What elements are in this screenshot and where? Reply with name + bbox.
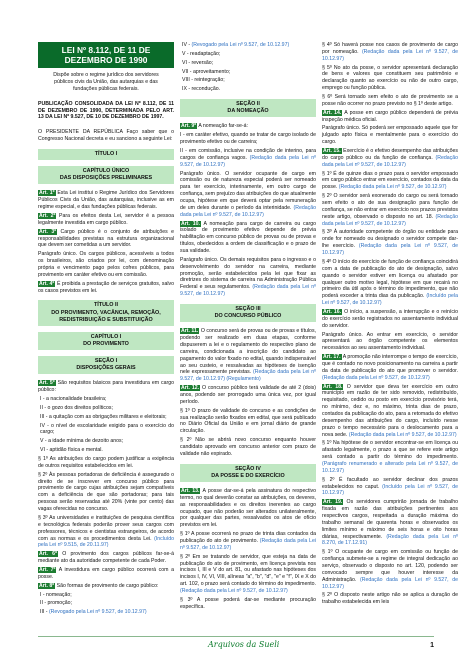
article-17: Art. 17. A promoção não interrompe o tempo de exercício, que é contado no novo posicionamento na carreira a partir da data de publicação do ato que promover o servidor. (Redação dada pela Lei nº 9.527, de 10.12.97) [322, 354, 458, 381]
article-15-p3: § 3º À autoridade competente do órgão ou entidade para onde for nomeado ou designado o servidor compete dar-lhe exercício. (Redação dada pela Lei nº 9.527, de 10.12.97) [322, 229, 458, 257]
article-10-paragraph: Parágrafo único. Os demais requisitos para o ingresso e o desenvolvimento do servidor na carreira, mediante promoção, serão estabelecidos pela lei que fixar as diretrizes do sistema de carreira na Administração Pública Federal e seus regulamentos. (Redação dada pela Lei nº 9.527, de 10.12.97) [180, 256, 316, 298]
amendment-link[interactable]: (Incluído pela Lei nº 9.527, de 10.12.97) [322, 483, 458, 497]
article-8-item: IV - (Revogado pela Lei nº 9.527, de 10.12.97) [182, 42, 290, 48]
amendment-link[interactable]: (Redação dada pela Lei nº 9.527, de 10.12.97) [180, 154, 316, 168]
publication-note: PUBLICAÇÃO CONSOLIDADA DA LEI Nº 8.112, DE 11 DE DEZEMBRO DE 1990, DETERMINADA PELO ART. 13 DA LEI Nº 9.527, DE 10 DE DEZEMBRO DE 1997. [38, 100, 174, 121]
amendment-link[interactable]: (Parágrafo renumerado e alterado pela Lei nº 9.527, de 10.12.97) [322, 460, 458, 474]
titulo-2: TÍTULO II DO PROVIMENTO, VACÂNCIA, REMOÇÃO, REDISTRIBUIÇÃO E SUBSTITUIÇÃO [38, 300, 174, 325]
article-9-paragraph: Parágrafo único. O servidor ocupante de cargo em comissão ou de natureza especial poderá ser nomeado para ter exercício, interinamente, em outro cargo de confiança, sem prejuízo das atribuições do que atualmente ocupa, hipótese em que deverá optar pela remuneração de um deles durante o período da interinidade. (Redação dada pela Lei nº 9.527, de 10.12.97) [180, 170, 316, 218]
amendment-link[interactable]: (Incluído pela Lei nº 9.515, de 20.11.97) [38, 535, 174, 549]
article-4: Art. 4º É proibida a prestação de serviços gratuitos, salvo os casos previstos em lei. [38, 280, 174, 294]
article-18-p2: § 2º É facultado ao servidor declinar dos prazos estabelecidos no caput. (Incluído pela Lei nº 9.527, de 10.12.97) [322, 476, 458, 497]
article-19-p2: § 2º O disposto neste artigo não se aplica a duração de trabalho estabelecida em leis [322, 592, 458, 606]
amendment-link[interactable]: (Redação dada pela Lei nº 9.527, de 10.12.97) [348, 431, 457, 438]
amendment-link[interactable]: (Redação dada pela Lei nº 9.527, de 10.12.97) [322, 374, 430, 381]
amendment-link[interactable]: (Redação dada pela Lei nº 9.527, de 10.12.97) [322, 48, 458, 62]
article-8: Art. 8º São formas de provimento de cargo público: [39, 582, 159, 589]
article-14-paragraph: Parágrafo único. Só poderá ser empossado aquele que for julgado apto física e mentalmente para o exercício do cargo. [322, 125, 458, 146]
footer-divider [38, 636, 434, 637]
article-5-item: I - a nacionalidade brasileira; [40, 396, 107, 403]
article-13-p6: § 6º Será tornado sem efeito o ato de provimento se a posse não ocorrer no prazo previsto no § 1º deste artigo. [322, 94, 458, 107]
page-number: 1 [430, 642, 434, 649]
article-19-p1: § 1º O ocupante de cargo em comissão ou função de confiança submete-se a regime de integral dedicação ao serviço, observado o disposto no art. 120, podendo ser convocado sempre que houver interesse da Administração. (Redação dada pela Lei nº 9.527, de 10.12.97) [322, 549, 458, 590]
article-7: Art. 7º A investidura em cargo público ocorrerá com a posse. [38, 566, 174, 580]
article-5-item: III - a quitação com as obrigações militares e eleitorais; [40, 413, 167, 420]
article-5-item: IV - o nível de escolaridade exigido para o exercício do cargo; [40, 422, 174, 436]
article-12-p2: § 2º Não se abrirá novo concurso enquanto houver candidato aprovado em concurso anterior com prazo de validade não expirado. [180, 437, 316, 457]
article-15-p1: § 1º É de quinze dias o prazo para o servidor empossado em cargo público entrar em exercício, contados da data da posse. (Redação dada pela Lei nº 9.527, de 10.12.97) [322, 170, 458, 191]
article-15: Art. 15. Exercício é o efetivo desempenho das atribuições do cargo público ou da função de confiança. (Redação dada pela Lei nº 9.527, de 10.12.97) [322, 148, 458, 168]
article-15-p2: § 2º O servidor será exonerado do cargo ou será tornado sem efeito o ato de sua designação para função de confiança, se não entrar em exercício nos prazos previstos neste artigo, observado o disposto no art. 18. (Redação dada pela Lei nº 9.527, de 10.12.97) [322, 193, 458, 227]
column-middle [180, 42, 316, 613]
amendment-link[interactable]: (Redação dada pela Lei nº 9.527, de 10.12.97) [180, 284, 316, 298]
article-2: Art. 2º Para os efeitos desta Lei, servidor é a pessoa legalmente investida em cargo público. [38, 212, 174, 226]
amendment-link[interactable]: (Redação dada pela Lei nº 9.527, de 10.12.97) [180, 204, 316, 218]
column-right [322, 42, 458, 608]
article-8-item: VII - aproveitamento; [182, 68, 231, 75]
article-10: Art. 10. A nomeação para cargo de carreira ou cargo isolado de provimento efetivo depende de prévia habilitação em concurso público de provas ou de provas e títulos, obedecidos a ordem de classificação e o prazo de sua validade. [180, 220, 316, 255]
article-16-paragraph: Parágrafo único. Ao entrar em exercício, o servidor apresentará ao órgão competente os elementos necessários ao seu assentamento individual. [322, 331, 458, 352]
amendment-link[interactable]: (Revogado pela Lei nº 9.527, de 10.12.97) [48, 609, 147, 616]
article-6: Art. 6º O provimento dos cargos públicos far-se-á mediante ato da autoridade competente de cada Poder. [38, 551, 174, 565]
article-15-p4: § 4º O início do exercício de função de confiança coincidirá com a data de publicação do ato de designação, salvo quando o servidor estiver em licença ou afastado por qualquer outro motivo legal, hipótese em que recairá no primeiro dia útil após o término do impedimento, que não poderá exceder a trinta dias da publicação. (Incluído pela Lei nº 9.527, de 10.12.97) [322, 258, 458, 307]
article-8-item: VI - reversão; [182, 59, 214, 66]
article-18: Art. 18. O servidor que deva ter exercício em outro município em razão de ter sido removido, redistribuído, requisitado, cedido ou posto em exercício provisório terá, no mínimo, dez e, no máximo, trinta dias de prazo, contados da publicação do ato, para a retomada do efetivo desempenho das atribuições do cargo, incluído nesse prazo o tempo necessário para o deslocamento para a nova sede. (Redação dada pela Lei nº 9.527, de 10.12.97) [322, 383, 458, 438]
signature-watermark: Arquivos da Sueli [208, 640, 280, 649]
article-13-p1: § 1º A posse ocorrerá no prazo de trinta dias contados da publicação do ato de provimento. (Redação dada pela Lei nº 9.527, de 10.12.97) [180, 531, 316, 551]
secao-2: SEÇÃO II DA NOMEAÇÃO [180, 99, 316, 117]
amendment-link[interactable]: (Redação dada pela Lei nº 9.527, de 10.12.97) [338, 184, 447, 191]
article-5-item: II - o gozo dos direitos políticos; [40, 404, 113, 411]
law-summary: Dispõe sobre o regime jurídico dos servidores públicos civis da União, das autarquias e das fundações públicas federais. [53, 72, 159, 92]
article-13-p3: § 3º A posse poderá dar-se mediante procuração específica. [180, 596, 316, 610]
article-3: Art. 3º Cargo público é o conjunto de atribuições e responsabilidades previstas na estrutura organizacional que devem ser cometidas a um servidor. [38, 228, 175, 249]
article-8-item: IX - recondução. [182, 86, 221, 93]
article-12: Art. 12. O concurso público terá validade de até 2 (dois) anos, podendo ser prorrogado uma única vez, por igual período. [180, 385, 316, 405]
article-1: Art. 1º Esta Lei institui o Regime Jurídico dos Servidores Públicos Civis da União, das autarquias, inclusive as em regime especial, e das fundações públicas federais. [38, 190, 174, 211]
article-11: Art. 11. O concurso será de provas ou de provas e títulos, podendo ser realizado em duas etapas, conforme dispuserem a lei e o regulamento do respectivo plano de carreira, condicionada a inscrição do candidato ao pagamento do valor fixado no edital, quando indispensável ao seu custeio, e ressalvadas as hipóteses de isenção nele expressamente previstas. (Redação dada pela Lei nº 9.527, de 10.12.97) (Regulamento) [180, 328, 316, 383]
amendment-link[interactable]: (Redação dada pela Lei nº 9.527, de 10.12.97) [322, 576, 458, 590]
secao-1: SEÇÃO I DISPOSIÇÕES GERAIS [38, 356, 174, 374]
amendment-link[interactable]: (Redação dada pela Lei nº 8.270, de 17.12.91) [322, 533, 458, 547]
article-13: Art. 13. A posse dar-se-á pela assinatura do respectivo termo, no qual deverão constar as atribuições, os deveres, as responsabilidades e os direitos inerentes ao cargo ocupado, que não poderão ser alterados unilateralmente, por qualquer das partes, ressalvados os atos de ofício previstos em lei. [180, 488, 316, 529]
capitulo-unico: CAPÍTULO ÚNICO DAS DISPOSIÇÕES PRELIMINARES [38, 166, 174, 184]
article-13-p2: § 2º Em se tratando de servidor, que esteja na data de publicação do ato de provimento, em licença prevista nos incisos I, III e V do art. 81, ou afastado nas hipóteses dos incisos I, IV, VI, VIII, alíneas "a", "b", "d", "e" e "f", IX e X do art. 102, o prazo será contado do término do impedimento. (Redação dada pela Lei nº 9.527, de 10.12.97) [180, 553, 316, 595]
article-8-item: VIII - reintegração; [182, 77, 225, 84]
article-13-p5: § 5º No ato da posse, o servidor apresentará declaração de bens e valores que constituem seu patrimônio e declaração quanto ao exercício ou não de outro cargo, emprego ou função pública. [322, 64, 458, 92]
amendment-link[interactable]: (Redação dada pela Lei nº 9.527, de 10.12.97) [322, 213, 458, 227]
article-9: Art. 9º A nomeação far-se-á: [181, 123, 248, 130]
article-5-item: VI - aptidão física e mental. [40, 447, 103, 454]
article-12-p1: § 1º O prazo de validade do concurso e as condições de sua realização serão fixados em edital, que será publicado no Diário Oficial da União e em jornal diário de grande circulação. [180, 407, 316, 435]
article-18-p1: § 1º Na hipótese de o servidor encontrar-se em licença ou afastado legalmente, o prazo a que se refere este artigo será contado a partir do término do impedimento. (Parágrafo renumerado e alterado pela Lei nº 9.527, de 10.12.97) [322, 440, 458, 474]
article-5-p1: § 1º As atribuições do cargo podem justificar a exigência de outros requisitos estabelecidos em lei. [38, 456, 174, 469]
amendment-link[interactable]: (Redação dada pela Lei nº 9.527, de 10.12.97) [322, 154, 458, 168]
amendment-link[interactable]: (Redação dada pela Lei nº 9.527, de 10.12.97) [322, 243, 458, 257]
capitulo-1: CAPÍTULO I DO PROVIMENTO [38, 332, 174, 350]
article-14: Art. 14. A posse em cargo público dependerá de prévia inspeção médica oficial. [322, 109, 458, 123]
article-8-item: II - promoção; [40, 600, 73, 607]
amendment-link[interactable]: (Redação dada pela Lei nº 9.527, de 10.12.97) (Regulamento) [180, 369, 316, 383]
article-9-item: I - em caráter efetivo, quando se tratar de cargo isolado de provimento efetivo ou de carreira; [180, 132, 316, 146]
article-5-p2: § 2º Às pessoas portadoras de deficiência é assegurado o direito de se inscrever em concurso público para provimento de cargo cujas atribuições sejam compatíveis com a deficiência de que são portadoras; para tais pessoas serão reservadas até 20% (vinte por cento) das vagas oferecidas no concurso. [38, 471, 174, 513]
secao-3: SEÇÃO III DO CONCURSO PÚBLICO [180, 304, 316, 322]
article-8-item: V - readaptação; [182, 50, 221, 57]
column-left [38, 42, 174, 618]
article-8-item: I - nomeação; [40, 591, 72, 598]
law-title: LEI Nº 8.112, DE 11 DE DEZEMBRO DE 1990 [38, 42, 174, 68]
article-13-p4: § 4º Só haverá posse nos casos de provimento de cargo por nomeação. (Redação dada pela Lei nº 9.527, de 10.12.97) [322, 42, 458, 62]
titulo-1: TÍTULO I [38, 149, 174, 160]
amendment-link[interactable]: (Incluído pela Lei nº 9.527, de 10.12.97) [322, 293, 458, 307]
amendment-link[interactable]: (Revogado pela Lei nº 9.527, de 10.12.97) [191, 42, 290, 48]
enactment-clause: O PRESIDENTE DA REPÚBLICA Faço saber que o Congresso Nacional decreta e eu sanciono a seguinte Lei: [38, 129, 174, 143]
article-5-item: V - a idade mínima de dezoito anos; [40, 438, 124, 445]
article-3-paragraph: Parágrafo único. Os cargos públicos, acessíveis a todos os brasileiros, são criados por lei, com denominação própria e vencimento pago pelos cofres públicos, para provimento em caráter efetivo ou em comissão. [38, 251, 174, 278]
article-8-item: III - (Revogado pela Lei nº 9.527, de 10.12.97) [40, 609, 147, 616]
amendment-link[interactable]: (Redação dada pela Lei nº 9.527, de 10.12.97) [180, 538, 316, 551]
amendment-link[interactable]: (Redação dada pela Lei nº 9.527, de 10.12.97) [180, 588, 288, 595]
article-5: Art. 5º São requisitos básicos para investidura em cargo público: [38, 380, 174, 394]
secao-4: SEÇÃO IV DA POSSE E DO EXERCÍCIO [180, 464, 316, 482]
article-5-p3: § 3º As universidades e instituições de pesquisa científica e tecnológica federais poderão prover seus cargos com professores, técnicos e cientistas estrangeiros, de acordo com as normas e os procedimentos desta Lei. (Incluído pela Lei nº 9.515, de 20.11.97) [38, 514, 174, 549]
article-19: Art. 19. Os servidores cumprirão jornada de trabalho fixada em razão das atribuições pertinentes aos respectivos cargos, respeitada a duração máxima do trabalho semanal de quarenta horas e observados os limites mínimo e máximo de seis horas e oito horas diárias, respectivamente. (Redação dada pela Lei nº 8.270, de 17.12.91) [322, 499, 458, 547]
article-16: Art. 16. O início, a suspensão, a interrupção e o reinício do exercício serão registrados no assentamento individual do servidor. [322, 308, 458, 329]
article-9-item: II - em comissão, inclusive na condição de interino, para cargos de confiança vagos. (Redação dada pela Lei nº 9.527, de 10.12.97) [180, 147, 316, 168]
